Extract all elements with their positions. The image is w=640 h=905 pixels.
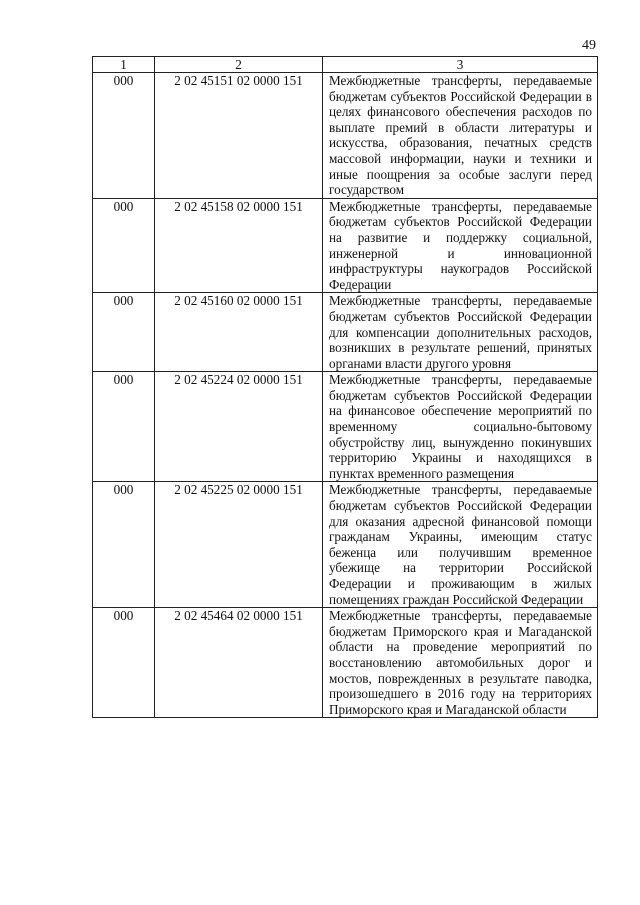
description-cell: Межбюджетные трансферты, передаваемые бюджетам субъектов Российской Федерации для компенсации дополнительных расходов, возникших в результате решений, принятых органами власти другого уровня [323, 293, 598, 372]
table-row [93, 608, 598, 718]
page-number: 49 [582, 38, 596, 53]
table-row [93, 73, 598, 199]
table-row [93, 372, 598, 482]
description-cell: Межбюджетные трансферты, передаваемые бюджетам субъектов Российской Федерации для оказания адресной финансовой помощи гражданам Украины, имеющим статус беженца или получившим временное убежище на территории Российской Федерации и проживающим в жилых помещениях граждан Российской Федерации [323, 482, 598, 608]
budget-code-cell: 2 02 45160 02 0000 151 [155, 293, 323, 372]
column-header-1: 1 [93, 57, 155, 73]
budget-code-cell: 2 02 45158 02 0000 151 [155, 198, 323, 293]
budget-code-cell: 2 02 45464 02 0000 151 [155, 608, 323, 718]
admin-code-cell: 000 [93, 372, 155, 482]
budget-classification-table [92, 56, 598, 718]
table-header-row [93, 57, 598, 73]
description-cell: Межбюджетные трансферты, передаваемые бюджетам субъектов Российской Федерации на финансовое обеспечение мероприятий по временному социально-бытовому обустройству лиц, вынужденно покинувших территорию Украины и находящихся в пунктах временного размещения [323, 372, 598, 482]
budget-code-cell: 2 02 45225 02 0000 151 [155, 482, 323, 608]
admin-code-cell: 000 [93, 73, 155, 199]
admin-code-cell: 000 [93, 198, 155, 293]
admin-code-cell: 000 [93, 293, 155, 372]
admin-code-cell: 000 [93, 608, 155, 718]
description-cell: Межбюджетные трансферты, передаваемые бюджетам Приморского края и Магаданской области на проведение мероприятий по восстановлению автомобильных дорог и мостов, поврежденных в результате паводка, произошедшего в 2016 году на территориях Приморского края и Магаданской области [323, 608, 598, 718]
column-header-3: 3 [323, 57, 598, 73]
description-cell: Межбюджетные трансферты, передаваемые бюджетам субъектов Российской Федерации в целях финансового обеспечения расходов по выплате премий в области литературы и искусства, образования, печатных средств массовой информации, науки и техники и иные поощрения за особые заслуги перед государством [323, 73, 598, 199]
table-row [93, 198, 598, 293]
table-row [93, 293, 598, 372]
description-cell: Межбюджетные трансферты, передаваемые бюджетам субъектов Российской Федерации на развитие и поддержку социальной, инженерной и инновационной инфраструктуры наукоградов Российской Федерации [323, 198, 598, 293]
budget-code-cell: 2 02 45224 02 0000 151 [155, 372, 323, 482]
budget-code-cell: 2 02 45151 02 0000 151 [155, 73, 323, 199]
admin-code-cell: 000 [93, 482, 155, 608]
table-row [93, 482, 598, 608]
column-header-2: 2 [155, 57, 323, 73]
